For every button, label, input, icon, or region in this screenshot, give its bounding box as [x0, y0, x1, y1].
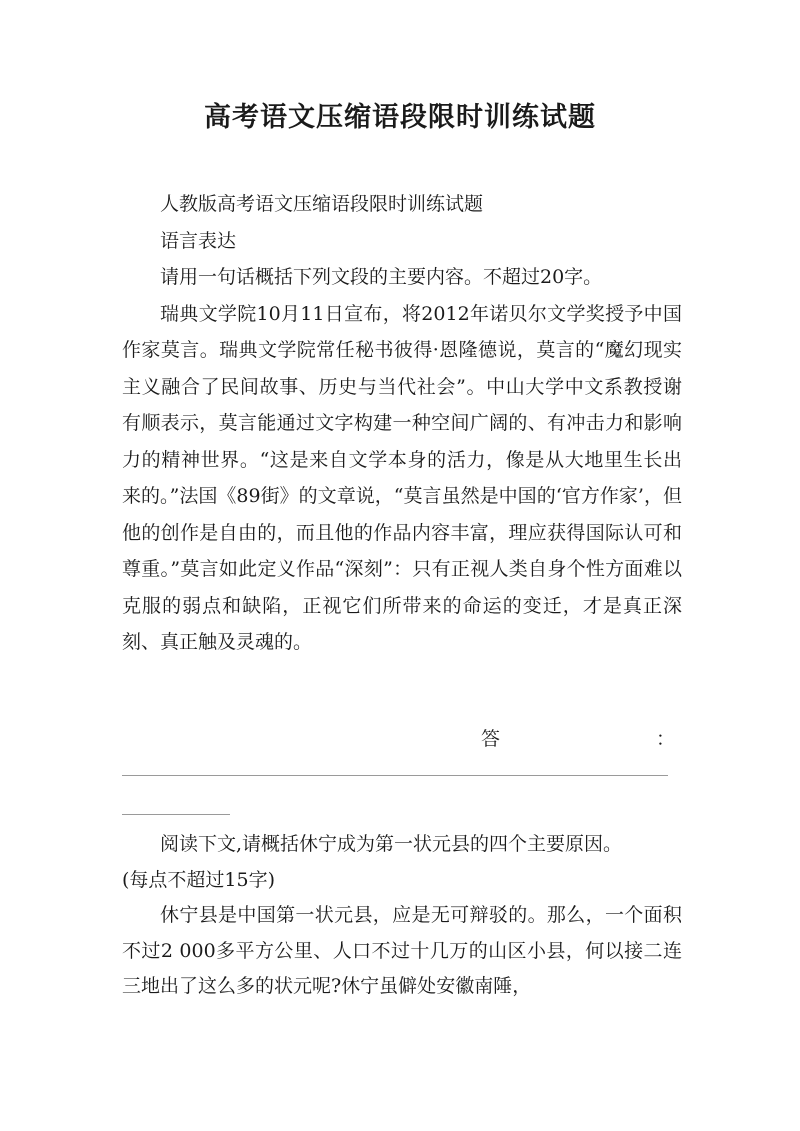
- document-body-second: [122, 827, 682, 1005]
- answer-label: 答: [481, 728, 501, 750]
- answer-line: [0, 721, 800, 757]
- question-instruction-2: 阅读下文,请概括休宁成为第一状元县的四个主要原因。: [160, 833, 623, 855]
- document-body: [122, 186, 682, 661]
- question-instruction: 请用一句话概括下列文段的主要内容。不超过20字。: [160, 266, 603, 288]
- section-heading: 语言表达: [160, 229, 237, 252]
- subtitle-paragraph: 人教版高考语文压缩语段限时训练试题: [160, 193, 484, 215]
- answer-colon: ：: [656, 728, 676, 750]
- document-title: 高考语文压缩语段限时训练试题: [204, 102, 596, 133]
- question-constraint: (每点不超过15字): [122, 868, 276, 891]
- passage-paragraph-2: 休宁县是中国第一状元县，应是无可辩驳的。那么，一个面积不过2 000多平方公里、人口不过十几万的山区小县，何以接二连三地出了这么多的状元呢?休宁虽僻处安徽南陲，: [122, 904, 682, 997]
- answer-blank-rule-short: [122, 814, 230, 815]
- answer-blank-rule: [122, 775, 668, 776]
- passage-paragraph: 瑞典文学院10月11日宣布，将2012年诺贝尔文学奖授予中国作家莫言。瑞典文学院常任秘书彼得·恩隆德说，莫言的“魔幻现实主义融合了民间故事、历史与当代社会”。中山大学中文系教授谢有顺表示，莫言能通过文字构建一种空间广阔的、有冲击力和影响力的精神世界。“这是来自文学本身的活力，像是从大地里生长出来的。”法国《89街》的文章说，“莫言虽然是中国的‘官方作家’，但他的创作是自由的，而且他的作品内容丰富，理应获得国际认可和尊重。”莫言如此定义作品“深刻”：只有正视人类自身个性方面难以克服的弱点和缺陷，正视它们所带来的命运的变迁，才是真正深刻、真正触及灵魂的。: [122, 302, 682, 653]
